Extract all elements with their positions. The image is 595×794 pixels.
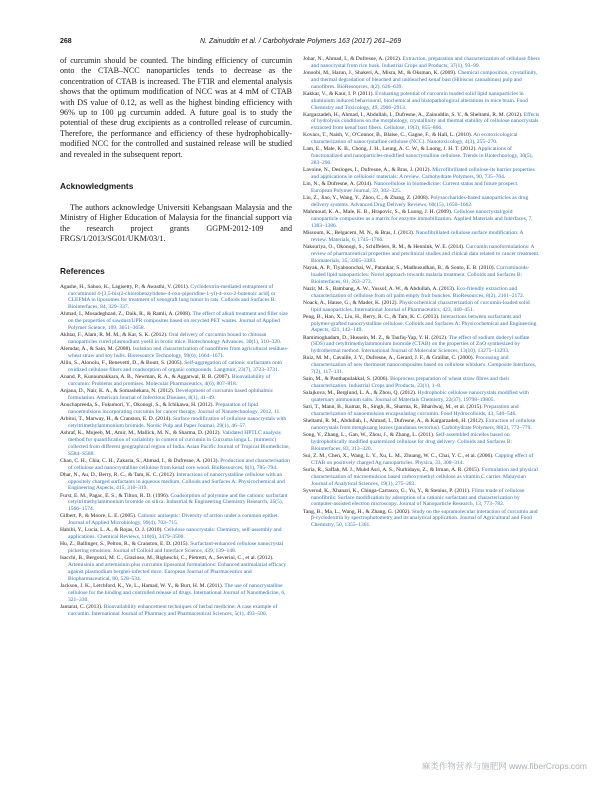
reference-link[interactable]: The use of nanocrystalline cellulose for the binding and controlled release of drugs. International Journal of Nanomedicine, 6, 321–330. bbox=[68, 583, 286, 603]
reference-link[interactable]: Self-aggregation of cationic surfactants onto oxidized cellulose fibers and coadsorption of organic compounds. Langmuir, 23(7), 3723–3731. bbox=[68, 360, 282, 373]
reference-authors: Anjana, D., Nair, K. A., & Somashekara, N. (2012). bbox=[60, 388, 176, 395]
reference-link[interactable]: The effect of sodium dodecyl sulfate (SDS) and cetyltrimethylammonium bromide (CTAB) on the properties of ZnO synthesized by hydrothermal method. International Journal of Molecular Sciences, 13(10), 13275–13293. bbox=[311, 334, 530, 355]
reference-authors: Kakkar, V., & Kaur, I. P. (2011). bbox=[303, 90, 376, 97]
reference-authors: Liu, Z., Jiao, Y., Wang, Y., Zhou, C., & Zhang, Z. (2008). bbox=[303, 195, 431, 202]
reference-entry bbox=[303, 300, 540, 314]
reference-entry bbox=[303, 209, 540, 230]
reference-entry bbox=[303, 230, 540, 244]
reference-link[interactable]: Artemisinin and artemisinin plus curcumin liposomal formulations: Enhanced antimalarial efficacy against plasmodium berghei-infected mice. European Journal of Pharmaceutics and Biopharmaceutical, 80, 528–534. bbox=[68, 562, 287, 582]
reference-authors: Suria, R., Saffah, M. J., Muhd Asri, A. S., Nurhidayu, Z., & Irman, A. R. (2015). bbox=[303, 466, 482, 473]
page-number: 268 bbox=[60, 38, 72, 45]
reference-link[interactable]: Bioavailability enhancement techniques of herbal medicine: A case example of curcumin. International Journal of Pharmacy and Pharmaceutical Sciences, 5(1), 493–500. bbox=[68, 603, 278, 617]
reference-link[interactable]: Formulation and physical characterization of microemulsion based carboxymethyl cellulose as vitamin C carrier. Malaysian Journal of Analytical Sciences, 19(1), 275–283. bbox=[311, 466, 538, 487]
reference-link[interactable]: Self-assembled micelles based on hydrophobically modified quaternized cellulose for drug delivery. Colloids and Surfaces B: Biointerfaces, 83, 313–320. bbox=[311, 432, 513, 452]
reference-entry bbox=[303, 355, 540, 376]
reference-entry bbox=[60, 458, 292, 472]
reference-link[interactable]: Interactions of nanocrystalline cellulose with an oppositely charged surfactants in aqueous medium. Colloids and Surfaces A: Physicochemical and Engineering Aspects, 415, 310–319. bbox=[68, 471, 285, 492]
reference-link[interactable]: Evaluating potential of curcumin loaded solid lipid nanoparticles in aluminium induced behavioural, biochemical and histopathological alterations in mice brain. Food Chemistry and Toxicology, 49, 2906–2913. bbox=[311, 90, 528, 111]
reference-entry bbox=[303, 314, 540, 335]
reference-entry bbox=[303, 195, 540, 209]
journal-citation: N. Zainuddin et al. / Carbohydrate Polymers 163 (2017) 261–269 bbox=[200, 38, 402, 45]
reference-entry bbox=[60, 360, 292, 374]
reference-entry bbox=[60, 493, 292, 514]
reference-authors: Johar, N., Ahmad, I., & Dufresne, A. (2012). bbox=[303, 56, 403, 62]
reference-entry bbox=[303, 91, 540, 112]
reference-authors: Sari, T., Mann, B., Kumar, R., Singh, R., Sharma, R., Bhardwaj, M., et al. (2015). bbox=[303, 404, 484, 411]
reference-entry bbox=[60, 604, 292, 618]
reference-entry bbox=[303, 376, 540, 390]
acknowledgments-heading: Acknowledgments bbox=[60, 181, 134, 192]
reference-link[interactable]: Processing and characterization of new thermoset nanocomposites based on cellulose whiskers. Composite Interfaces, 7(2), 117–131. bbox=[311, 355, 537, 376]
reference-link[interactable]: Nanocellulose in biomedicine: Current status and future prospect. European Polymer Journal, 59, 302–325. bbox=[311, 181, 519, 195]
reference-authors: Tang, B., Ma, L., Wang, H., & Zhang, G. (2002). bbox=[303, 508, 413, 515]
right-column bbox=[303, 56, 540, 529]
reference-entry bbox=[60, 430, 292, 457]
reference-authors: Chan, C. H., Chia, C. H., Zakaria, S., Ahmad, I., & Dufresne, A. (2013). bbox=[60, 457, 221, 464]
acknowledgments-text: The authors acknowledge Universiti Kebangsaan Malaysia and the Ministry of Higher Education of Malaysia for the financial support via the research project grants GGPM-2012-109 and FRGS/1/2013/SG01/UKM/03/1. bbox=[60, 203, 292, 244]
reference-entry bbox=[303, 244, 540, 265]
reference-entry bbox=[303, 167, 540, 181]
reference-entry bbox=[303, 335, 540, 356]
reference-authors: Anuchapreeda, S., Fukumori, Y., Okonogi, S., & Ichikawa, H. (2012). bbox=[60, 402, 216, 409]
reference-link[interactable]: Preparation and characterization of nanoemulsion encapsulating curcumin. Food Hydrocolloids, 43, 540–546. bbox=[311, 404, 519, 417]
reference-entry bbox=[60, 472, 292, 493]
reference-authors: Agashe, H., Sahoo, K., Lagisetty, P., & Awasthi, V. (2011). bbox=[60, 283, 191, 290]
reference-link[interactable]: Extraction of cellulose nanocrystals from mengkuang leaves (pandanus tectorius). Carbohydrate Polymers, 88(2), 772–779. bbox=[311, 418, 536, 431]
reference-authors: Jonoobi, M., Harun, J., Shakeri, A., Misra, M., & Oksman, K. (2009). bbox=[303, 69, 458, 76]
reference-authors: Salajkova, M., Berglund, L. A., & Zhou, Q. (2012). bbox=[303, 390, 418, 397]
conclusion-paragraph: of curcumin should be counted. The binding efficiency of curcumin onto the CTAB–NCC nanoparticles tends to decrease as the concentration of CTAB is increased. The FTIR and elemental analysis shows that the optimum modification of NCC was at 4 mM of CTAB with DS value of 0.12, as well as the highest binding efficiency with 96% up to 100 μg curcumin added. A future goal is to study the potential of these drug excipients as a controlled release of curcumin. Therefore, the performance and efficiency of these hydrophobically-modified NCC for the controlled and sustained release will be studied and revealed in the subsequent report. bbox=[60, 56, 292, 159]
reference-authors: Jantarat, C. (2013). bbox=[60, 603, 104, 610]
reference-authors: Ramimoghadam, D., Hussein, M. Z., & Taufiq-Yap, Y. H. (2012). bbox=[303, 334, 449, 341]
reference-authors: Anand, P., Kunnumakkara, A. B., Newman, R. A., & Aggarwal, B. B. (2007). bbox=[60, 374, 232, 381]
reference-authors: Lavoine, N., Desloges, I., Dufresne, A., & Bras, J. (2012). bbox=[303, 167, 433, 174]
reference-authors: Peng, B., Han, X., Liu, H., Berry, R. C., & Tam, K. C. (2013). bbox=[303, 313, 441, 320]
reference-link[interactable]: Chemical composition, crystallinity, and thermal degradation of bleached and unbleached kenaf bast (Hibiscus cannabinus) pulp and nanofibres. BioResources, 4(2), 626–639. bbox=[311, 69, 538, 90]
reference-authors: Sain, M., & Panthapulakkal, S. (2006). bbox=[303, 376, 391, 383]
reference-authors: Lin, N., & Dufresne, A. (2014). bbox=[303, 181, 374, 188]
reference-link[interactable]: Cyclodextrin-mediated entrapment of curcuminoid 4-[3,5-bis(2-chlorobenzylidene-4-oxo-piperidine-1-yl)-4-oxo-2-butenoic acid] or CLEFMA in liposomes for treatment of xenograft lung tumor in rats. Colloids and Surfaces B: Biointerfaces, 84, 329–337. bbox=[68, 283, 276, 311]
reference-entry bbox=[60, 416, 292, 430]
reference-entry bbox=[303, 181, 540, 195]
reference-entry bbox=[303, 418, 540, 432]
reference-link[interactable]: Curcumin nanoformulations: A review of pharmaceutical properties and preclinical studies and clinical data related to cancer treatment. Biomaterials, 35, 3365–3383. bbox=[311, 244, 540, 264]
reference-entry bbox=[303, 453, 540, 467]
reference-entry bbox=[303, 70, 540, 91]
reference-link[interactable]: Applications of functionalized and nanoparticles-modified nanocrystalline cellulose. Trends in Biotechnology, 30(5), 283–290. bbox=[311, 146, 533, 167]
reference-link[interactable]: Coadsorption of polymine and the cationic surfactant cetyltrimethylammonium bromide on silica. Industrial & Engineering Chemistry Research, 35(5), 1566–1574. bbox=[68, 492, 288, 513]
reference-authors: Sui, Z. M., Chen, X., Wang, L. Y., Xu, L. M., Zhuang, W. C., Chai, Y. C., et al. (2006). bbox=[303, 452, 495, 459]
reference-link[interactable]: Extraction, preparation and characterization of cellulose fibers and nanocrystal from rice husk. Industrial Crops and Products, 37(1), 93–99. bbox=[311, 56, 540, 69]
reference-link[interactable]: Capping effect of CTAB on positively charged Ag nanoparticles. Physica, 33, 308–314. bbox=[311, 452, 534, 466]
reference-authors: Mahmoud, K. A., Male, K. B., Hrapovic, S., & Luong, J. H. (2009). bbox=[303, 209, 454, 216]
reference-link[interactable]: Oral delivery of curcumin bound to chitosan nanoparticles cured plasmodium yoelii in brotic mice. Biotechnology Advances, 30(1), 310–320. bbox=[68, 332, 282, 346]
reference-entry bbox=[60, 374, 292, 388]
reference-entry bbox=[303, 132, 540, 146]
reference-link[interactable]: Cellulose nanocrystal/gold nanoparticle composites as a matrix for enzyme immobilization. Applied Materials and Interfaces, 7, 1383–1386. bbox=[311, 209, 533, 229]
reference-authors: Arbitoi, T., Marway, H., & Cranston, E. D. (2014). bbox=[60, 416, 173, 423]
reference-authors: Missoum, K., Belgacem, M. N., & Bras, J. (2013). bbox=[303, 230, 416, 237]
reference-link[interactable]: Cationic antiseptic: Diversity of action under a common epithet. Journal of Applied Microbiology, 99(4), 703–715. bbox=[68, 513, 279, 527]
reference-entry bbox=[303, 56, 540, 70]
reference-link[interactable]: Surface modification of cellulose nanocrystals with cetyltrimethylammonium bromide. Nordic Pulp and Paper Journal, 29(1), 46–57. bbox=[68, 416, 287, 429]
reference-authors: Ruiz, M. M., Cavaille, J. Y., Dufresne, A., Gerard, J. F., & Graillat, C. (2000). bbox=[303, 355, 476, 362]
reference-entry bbox=[303, 404, 540, 418]
reference-entry bbox=[60, 527, 292, 541]
reference-authors: Kovacs, T., Naish, V., O'Connor, B., Blaise, C., Gagne, F., & Hall, L. (2010). bbox=[303, 132, 474, 139]
reference-entry bbox=[303, 286, 540, 300]
reference-list-right bbox=[303, 56, 540, 529]
reference-authors: Habibi, Y., Lucia, L. A., & Rojas, O. J. (2010). bbox=[60, 527, 165, 534]
reference-link[interactable]: Interactions between surfactants and polymer-grafted nanocrystalline cellulose. Colloids and Surfaces A: Physicochemical and Engineering Aspects, 421, 142–149. bbox=[311, 313, 537, 334]
reference-entry bbox=[303, 390, 540, 404]
reference-authors: Syverud, K., Xhanari, K., Chinga-Carrasco, G., Yu, Y., & Stenius, P. (2011). bbox=[303, 487, 472, 494]
left-column bbox=[60, 56, 292, 618]
reference-link[interactable]: Isolation and characterization of nanofibres from agricultural residues-wheat straw and soy hulls. Bioresource Technology, 99(6), 1664–1671. bbox=[68, 346, 289, 360]
reference-link[interactable]: Effects of hydrolysis conditions on the morphology, crystallinity and thermal stability of cellulose nanocrystals extracted from kenaf bast fibers. Cellulose, 19(3), 855–866. bbox=[311, 111, 540, 132]
reference-link[interactable]: Curcuminoids-loaded lipid nanoparticles: Novel approach towards malaria treatment. Colloids and Surfaces B: Biointerfaces, 81, 263–273. bbox=[311, 264, 530, 285]
reference-entry bbox=[303, 509, 540, 530]
reference-authors: Dhar, N., Au, D., Berry, R. C., & Tam, K. C. (2012). bbox=[60, 471, 177, 478]
reference-authors: Sheltami, R. M., Abdullah, I., Ahmad, I., Dufresne, A., & Kargarzadeh, H. (2012). bbox=[303, 418, 486, 425]
reference-entry bbox=[60, 332, 292, 346]
references-heading: References bbox=[60, 265, 105, 276]
reference-entry bbox=[303, 488, 540, 509]
reference-authors: Hu, Z., Ballinger, S., Pelton, R., & Cranston, E. D. (2015). bbox=[60, 541, 191, 548]
reference-authors: Kargarzadeh, H., Ahmad, I., Abdullah, I., Dufresne, A., Zainuddin, S. Y., & Sheltami, R. M. (2012). bbox=[303, 111, 524, 118]
reference-authors: Ahmad, I., Mosadeghzad, Z., Daik, R., & Ramli, A. (2008). bbox=[60, 311, 193, 318]
reference-link[interactable]: Eco-friendly extraction and characterization of cellulose from oil palm empty fruit bunches. BioResources, 8(2), 2161–2172. bbox=[311, 285, 525, 299]
reference-authors: Alemdar, A., & Sain, M. (2008). bbox=[60, 346, 133, 353]
reference-link[interactable]: Polysaccharides-based nanoparticles as drug delivery systems. Advanced Drug Delivery Reviews, 60(15), 1650–1662. bbox=[311, 195, 529, 209]
reference-link[interactable]: Development of curcumin based ophthalmic formulation. American Journal of Infectious Diseases, 8(1), 41–49. bbox=[68, 388, 274, 401]
reference-authors: Song, Y., Zhang, L., Gan, W., Zhou, J., & Zhang, L. (2011). bbox=[303, 432, 436, 439]
watermark: 麻类作物营养与施肥网 www.fiberCrops.com bbox=[421, 761, 587, 771]
reference-link[interactable]: Study on the supramolecular interaction of curcumin and β-cyclodextrin by spectrophotometry and its analytical application. Journal of Agricultural and Food Chemistry, 50, 1355–1361. bbox=[311, 508, 538, 529]
reference-entry bbox=[303, 146, 540, 167]
reference-link[interactable]: Validated HPTLC analysis method for quantification of variability in content of curcumin in Curcuma longa L. (turmeric) collected from different geographical region of India. Asian Pacific Journal of Tropical Biomedicine, S584–S588. bbox=[68, 430, 290, 457]
reference-list-left bbox=[60, 284, 292, 618]
reference-authors: Aliiu, S., Alonolu, F., Benevetti, D., & Boutt, S. (2005). bbox=[60, 360, 185, 367]
reference-link[interactable]: Microfibrillated cellulose-its barrier properties and applications in cellulosic materials: A review. Carbohydrate Polymers, 90, 735–764. bbox=[311, 167, 535, 181]
reference-link[interactable]: Physicochemical characterization of curcumin-loaded solid lipid nanoparticles. International Journal of Pharmaceutics, 423, 440–451. bbox=[311, 299, 530, 313]
reference-link[interactable]: The effect of alkali treatment and filler size on the properties of sawdust/UPR composites based on recycled PET wastes. Journal of Applied Polymer Science, 109, 3651–3658. bbox=[68, 311, 288, 332]
reference-entry bbox=[60, 402, 292, 416]
reference-authors: Naksuriya, O., Okonogi, S., Schiffelers, R. M., & Hennink, W. E. (2014). bbox=[303, 244, 466, 251]
reference-link[interactable]: Hydrophobic cellulose nanocrystals modified with quaternary ammonium salts. Journal of Materials Chemistry, 22(37), 19798–19805. bbox=[311, 390, 529, 403]
reference-authors: Furst, E. M., Pagac, E. S., & Tilton, R. D. (1996). bbox=[60, 492, 171, 499]
reference-entry bbox=[303, 467, 540, 488]
reference-authors: Jackson, J. K., Letchford, K., Ye, L., Hamad, W. Y., & Burt, H. M. (2011). bbox=[60, 583, 225, 590]
reference-entry bbox=[60, 388, 292, 402]
reference-authors: Ashraf, K., Mujeeb, M., Amir, M., Mallick, M. N., & Sharma, D. (2012). bbox=[60, 430, 223, 437]
reference-link[interactable]: Preparation of lipid nanoemulsions incorporating curcumin for cancer therapy. Journal of Nanotechnology, 2012, 11. bbox=[68, 402, 281, 415]
reference-authors: Nayak, A. P., Tiyaboonchai, W., Patankar, S., Madhusudhan, B., & Souto, E. B. (2010). bbox=[303, 264, 497, 271]
reference-entry bbox=[60, 541, 292, 555]
reference-entry bbox=[60, 513, 292, 527]
reference-link[interactable]: Nanofibrillated cellulose surface modification: A review. Materials, 6, 1745–1766. bbox=[311, 230, 524, 243]
reference-entry bbox=[60, 346, 292, 360]
reference-link[interactable]: Bioavailability of curcumin: Problems and promises. Molecular Pharmaceutics, 4(6), 807–818. bbox=[68, 374, 271, 387]
reference-link[interactable]: Films made of cellulose nanofibrils: Surface modification by adsorption of a cationic surfactant and characterization by computer-assisted electron microscopy. Journal of Nanoparticle Research, 13, 773–782. bbox=[311, 487, 525, 508]
reference-entry bbox=[60, 311, 292, 332]
reference-link[interactable]: Production and characterisation of cellulose and nanocrystalline cellulose from kenaf core wood. BioResources, 8(1), 785–794. bbox=[68, 457, 290, 471]
reference-entry bbox=[303, 265, 540, 286]
running-header bbox=[60, 38, 535, 48]
reference-entry bbox=[303, 432, 540, 453]
reference-authors: Gilbert, P., & Moore, L. E. (2005). bbox=[60, 513, 138, 520]
reference-authors: Isacchi, B., Bergonzi, M. C., Grazioso, M., Righeschi, C., Pietretti, A., Severini, C., et al. (2012). bbox=[60, 555, 274, 562]
reference-entry bbox=[303, 112, 540, 133]
reference-entry bbox=[60, 555, 292, 582]
reference-entry bbox=[60, 583, 292, 604]
reference-link[interactable]: Bioprocess preparation of wheat straw fibres and their characterization. Industrial Crops and Products, 23(1), 1–8. bbox=[311, 376, 510, 389]
reference-entry bbox=[60, 284, 292, 311]
reference-link[interactable]: Surfactant-enhanced cellulose nanocrystal pickering emulsion. Journal of Colloid and Interface Science, 439, 139–148. bbox=[68, 541, 284, 555]
reference-link[interactable]: Cellulose nanocrystals: Chemistry, self-assembly and applications. Chemical Reviews, 110(6), 3479–3500. bbox=[68, 527, 282, 541]
reference-link[interactable]: An ecotoxicological characterization of nanocrystalline cellulose (NCC). Nanotoxicology, 4(3), 255–270. bbox=[311, 132, 518, 146]
reference-authors: Nazir, M. S., Bambang, A. W., Yussof, A. W., & Abdullah, A. (2013). bbox=[303, 285, 457, 292]
reference-authors: Noack, A., Hause, G., & Mader, K. (2012). bbox=[303, 299, 400, 306]
reference-authors: Lam, E., Male, K. B., Chong, J. H., Leung, A. C. W., & Luong, J. H. T. (2012). bbox=[303, 146, 478, 153]
reference-authors: Akhtar, F., Alam, R. M. M., & Kar, S. K. (2012). bbox=[60, 332, 169, 339]
